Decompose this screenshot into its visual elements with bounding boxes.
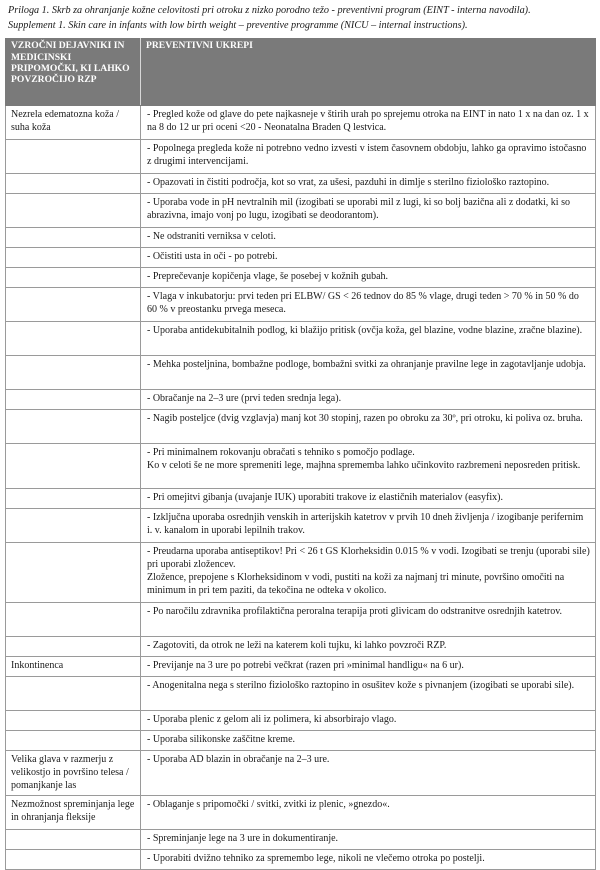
measure-cell — [141, 410, 596, 444]
caption-english: Supplement 1. Skin care in infants with low birth weight – preventive programme (NICU – internal instructions). — [8, 19, 468, 31]
cause-cell-empty — [6, 288, 141, 322]
table-row — [6, 637, 596, 657]
table-row — [6, 322, 596, 356]
measure-cell — [141, 140, 596, 174]
cause-cell-empty — [6, 731, 141, 751]
measure-cell — [141, 731, 596, 751]
measure-text: - Opazovati in čistiti področja, kot so vrat, za ušesi, pazduhi in dimlje s sterilno fiziološko raztopino. — [147, 177, 550, 189]
measure-text: - Izključna uporaba osrednjih venskih in arterijskih katetrov v prvih 10 dneh življenja / izogibanje perifernim i. v. kanalom in uporabi lepilnih trakov. — [147, 512, 584, 537]
table-row — [6, 796, 596, 830]
caption-slovene: Priloga 1. Skrb za ohranjanje kožne celovitosti pri otroku z nizko porodno težo - preventivni program (EINT - interna navodila). — [8, 5, 531, 16]
table-row — [6, 268, 596, 288]
measure-cell — [141, 194, 596, 228]
measure-cell — [141, 322, 596, 356]
table-row — [6, 830, 596, 850]
measure-cell — [141, 288, 596, 322]
table-row — [6, 850, 596, 870]
measure-cell — [141, 603, 596, 637]
measure-cell — [141, 489, 596, 509]
cause-cell-empty — [6, 390, 141, 410]
table-row — [6, 356, 596, 390]
table-row — [6, 731, 596, 751]
measure-text: - Uporaba silikonske zaščitne kreme. — [147, 734, 296, 746]
measure-cell — [141, 657, 596, 677]
measure-text: - Oblaganje s pripomočki / svitki, zvitki iz plenic, »gnezdo«. — [147, 799, 390, 811]
cause-cell-empty — [6, 194, 141, 228]
cause-cell-empty — [6, 174, 141, 194]
measure-text: - Preprečevanje kopičenja vlage, še posebej v kožnih gubah. — [147, 271, 389, 283]
cause-cell-empty — [6, 509, 141, 543]
measure-cell — [141, 850, 596, 870]
measure-text: - Mehka posteljnina, bombažne podloge, bombažni svitki za ohranjanje pravilne lege in zagotavljanje udobja. — [147, 359, 586, 371]
table-row — [6, 444, 596, 489]
table-row — [6, 603, 596, 637]
measure-text: - Ne odstraniti verniksa v celoti. — [147, 231, 276, 243]
cause-cell-empty — [6, 830, 141, 850]
measure-cell — [141, 174, 596, 194]
table-row — [6, 751, 596, 796]
table-row — [6, 390, 596, 410]
measure-cell — [141, 390, 596, 410]
measure-text: - Pri minimalnem rokovanju obračati s tehniko s pomočjo podlage. Ko v celoti še ne more spremeniti lege, majhna sprememba lahko učinkovito razbremeni neposreden pritisk. — [147, 447, 581, 472]
cause-cell-empty — [6, 248, 141, 268]
measure-cell — [141, 751, 596, 796]
measure-text: - Uporaba vode in pH nevtralnih mil (izogibati se uporabi mil z lugi, ki so bolj bazična ali z dodatki, ki so abrazivna, imajo vonj po lugu, izogibati se deodorantom). — [147, 197, 570, 222]
measure-text: - Pregled kože od glave do pete najkasneje v štirih urah po sprejemu otroka na EINT in nato 1 x na dan oz. 1 x na 8 do 12 ur pri oceni <20 - Neonatalna Braden Q lestvica. — [147, 109, 589, 134]
measure-text: - Po naročilu zdravnika profilaktična peroralna terapija proti glivicam do odstranitve osrednjih katetrov. — [147, 606, 563, 618]
cause-cell-empty — [6, 603, 141, 637]
measure-cell — [141, 509, 596, 543]
measure-cell — [141, 796, 596, 830]
cause-cell-empty — [6, 677, 141, 711]
table-row — [6, 657, 596, 677]
cause-cell: Nezrela edematozna koža / suha koža — [6, 106, 141, 140]
cause-cell-empty — [6, 711, 141, 731]
cause-cell-empty — [6, 850, 141, 870]
table-row — [6, 543, 596, 603]
measure-text: - Pri omejitvi gibanja (uvajanje IUK) uporabiti trakove iz elastičnih materialov (easyfix). — [147, 492, 503, 504]
cause-cell-empty — [6, 543, 141, 603]
cause-cell-empty — [6, 322, 141, 356]
header-causes: VZROČNI DEJAVNIKI IN MEDICINSKI PRIPOMOČKI, KI LAHKO POVZROČIJO RZP — [6, 39, 141, 106]
measure-cell — [141, 637, 596, 657]
measure-cell — [141, 248, 596, 268]
measure-text: - Uporabiti dvižno tehniko za spremembo lege, nikoli ne vlečemo otroka po postelji. — [147, 853, 485, 865]
measure-text: - Anogenitalna nega s sterilno fiziološko raztopino in osušitev kože s pivnanjem (izogibati se uporabi sile). — [147, 680, 575, 692]
measure-cell — [141, 543, 596, 603]
measure-cell — [141, 228, 596, 248]
measure-text: - Uporaba antidekubitalnih podlog, ki blažijo pritisk (ovčja koža, gel blazine, vodne blazine, zračne blazine). — [147, 325, 583, 337]
measure-text: - Popolnega pregleda kože ni potrebno vedno izvesti v istem časovnem obdobju, lahko ga opravimo istočasno z drugimi intervencijami. — [147, 143, 587, 168]
table-row — [6, 228, 596, 248]
table-header-row — [6, 39, 596, 106]
cause-cell: Inkontinenca — [6, 657, 141, 677]
measure-text: - Previjanje na 3 ure po potrebi večkrat (razen pri »minimal handligu« na 6 ur). — [147, 660, 464, 672]
table-row — [6, 106, 596, 140]
table-body — [6, 106, 596, 870]
measure-cell — [141, 106, 596, 140]
table-row — [6, 194, 596, 228]
measure-cell — [141, 711, 596, 731]
measure-cell — [141, 444, 596, 489]
measure-text: - Uporaba AD blazin in obračanje na 2–3 ure. — [147, 754, 330, 766]
cause-cell-empty — [6, 140, 141, 174]
table-row — [6, 489, 596, 509]
cause-cell-empty — [6, 637, 141, 657]
header-measures: PREVENTIVNI UKREPI — [141, 39, 596, 106]
measure-text: - Nagib posteljce (dvig vzglavja) manj kot 30 stopinj, razen po obroku za 30º, pri otroku, ki poliva oz. bruha. — [147, 413, 583, 425]
table-row — [6, 140, 596, 174]
cause-cell-empty — [6, 356, 141, 390]
measure-text: - Uporaba plenic z gelom ali iz polimera, ki absorbirajo vlago. — [147, 714, 397, 726]
table-row — [6, 410, 596, 444]
measure-text: - Spreminjanje lege na 3 ure in dokumentiranje. — [147, 833, 339, 845]
measure-text: - Obračanje na 2–3 ure (prvi teden srednja lega). — [147, 393, 342, 405]
table-row — [6, 248, 596, 268]
cause-cell-empty — [6, 489, 141, 509]
cause-cell-empty — [6, 268, 141, 288]
cause-cell-empty — [6, 228, 141, 248]
table-row — [6, 509, 596, 543]
measure-cell — [141, 677, 596, 711]
measure-text: - Očistiti usta in oči - po potrebi. — [147, 251, 278, 263]
table-row — [6, 711, 596, 731]
cause-cell: Nezmožnost spreminjanja lege in ohranjanja fleksije — [6, 796, 141, 830]
measure-cell — [141, 356, 596, 390]
cause-cell-empty — [6, 444, 141, 489]
cause-cell-empty — [6, 410, 141, 444]
measure-cell — [141, 830, 596, 850]
cause-cell: Velika glava v razmerju z velikostjo in površino telesa / pomanjkanje las — [6, 751, 141, 796]
measure-text: - Zagotoviti, da otrok ne leži na katerem koli tujku, ki lahko povzroči RZP. — [147, 640, 447, 652]
measure-cell — [141, 268, 596, 288]
table-row — [6, 174, 596, 194]
preventive-measures-table — [5, 38, 596, 870]
measure-text: - Preudarna uporaba antiseptikov! Pri < 26 t GS Klorheksidin 0.015 % v vodi. Izogibati se trenju (uporabi sile) pri uporabi zložencev. Zložence, prepojene s Klorheksidinom v vodi, pustiti na koži za najmanj tri minute, površino omočiti na minimum in pri tem paziti, da tekočina ne odteka v okolico. — [147, 546, 590, 597]
measure-text: - Vlaga v inkubatorju: prvi teden pri ELBW/ GS < 26 tednov do 85 % vlage, drugi teden > 70 % in 50 % do 60 % v preostanku prvega meseca. — [147, 291, 579, 316]
table-row — [6, 677, 596, 711]
table-row — [6, 288, 596, 322]
